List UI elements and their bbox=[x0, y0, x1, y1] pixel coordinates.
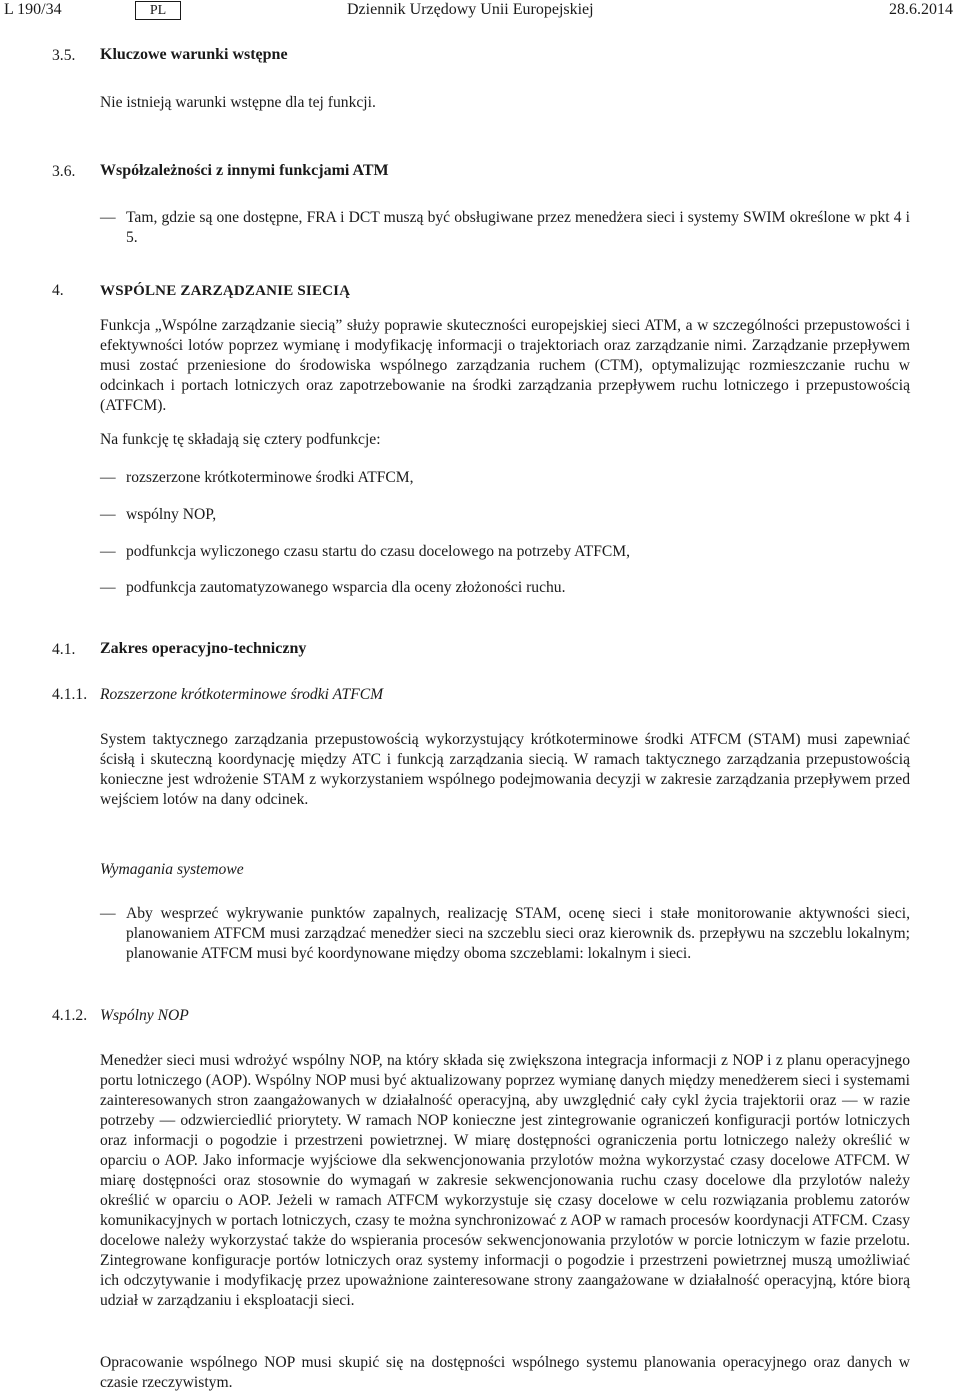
section-4-paragraph-2: Na funkcję tę składają się cztery podfunkcje: bbox=[100, 431, 381, 448]
section-4-1-1-number: 4.1.1. bbox=[52, 686, 88, 703]
section-4-1-2-paragraph-2: Opracowanie wspólnego NOP musi skupić się na dostępności wspólnego systemu planowania operacyjnego oraz danych w czasie rzeczywistym. bbox=[100, 1354, 910, 1391]
section-4-1-number: 4.1. bbox=[52, 641, 76, 658]
page-reference: L 190/34 bbox=[4, 1, 62, 18]
section-4-title: WSPÓLNE ZARZĄDZANIE SIECIĄ bbox=[100, 283, 351, 299]
section-4-1-2-number: 4.1.2. bbox=[52, 1007, 88, 1024]
page-header bbox=[0, 0, 960, 24]
section-4-1-1-paragraph: System taktycznego zarządzania przepustowością wykorzystujący krótkoterminowe środki ATFCM (STAM) musi zapewniać ścisłą i skuteczną koordynację między ATC i funkcją zarządzania siecią. W ramach taktycznego zarządzania przepustowością konieczne jest wdrożenie STAM z wykorzystaniem wspólnego podejmowania decyzji w zakresie zarządzania przepływem przed wejściem lotów na dany odcinek. bbox=[100, 731, 910, 808]
system-requirements-title: Wymagania systemowe bbox=[100, 861, 244, 878]
section-3-5-number: 3.5. bbox=[52, 47, 76, 64]
document-page: L 190/34 PL Dziennik Urzędowy Unii Europejskiej 28.6.2014 3.5. Kluczowe warunki wstępne Nie istnieją warunki wstępne dla tej funkcji. 3.6. Współzależności z innymi funkcjami ATM — Tam, gdzie są one dostępne, FRA i DCT muszą być obsługiwane przez menedżera sieci i systemy SWIM określone w pkt 4 i 5. 4. WSPÓLNE ZARZĄDZANIE SIECIĄ Funkcja „Wspólne zarządzanie siecią” służy poprawie skuteczności europejskiej sieci ATM, a w szczególności przepustowości i efektywności lotów poprzez wymianę i modyfikację informacji o trajektoriach oraz zarządzanie nimi. Zarządzanie przepływem musi zostać przeniesione do środowiska wspólnego zarządzania ruchem (CTM), optymalizując rozmieszczanie ruchu w odcinkach i portach lotniczych oraz zapotrzebowanie na środki zarządzania przepływem ruchu lotniczego i przepustowością (ATFCM). Na funkcję tę składają się cztery podfunkcje: — rozszerzone krótkoterminowe środki ATFCM, — wspólny NOP, — podfunkcja wyliczonego czasu startu do czasu docelowego na potrzeby ATFCM, — podfunkcja zautomatyzowanego wsparcia dla oceny złożoności ruchu. 4.1. Zakres operacyjno-techniczny 4.1.1. Rozszerzone krótkoterminowe środki ATFCM System taktycznego zarządzania przepustowością wykorzystujący krótkoterminowe środki ATFCM (STAM) musi zapewniać ścisłą i skuteczną koordynację między ATC i funkcją zarządzania siecią. W ramach taktycznego zarządzania przepustowością konieczne jest wdrożenie STAM z wykorzystaniem wspólnego podejmowania decyzji w zakresie zarządzania przepływem przed wejściem lotów na dany odcinek. Wymagania systemowe — Aby wesprzeć wykrywanie punktów zapalnych, realizację STAM, ocenę sieci i stałe monitorowanie aktywności sieci, planowaniem ATFCM musi zarządzać menedżer sieci na szczeblu sieci oraz kierownik ds. przepływu na szczeblu lokalnym; planowanie ATFCM musi być koordynowane między oboma szczeblami: lokalnym i sieci. 4.1.2. Wspólny NOP Menedżer sieci musi wdrożyć wspólny NOP, na który składa się zwiększona integracja informacji z NOP i z planu operacyjnego portu lotniczego (AOP). Wspólny NOP musi być aktualizowany poprzez wymianę danych między menedżerem sieci i systemami zainteresowanych stron zaangażowanych w działalność operacyjną, aby uwzględnić cały cykl życia trajektorii oraz — w razie potrzeby — odzwierciedlić priorytety. W ramach NOP konieczne jest zintegrowanie ograniczeń konfiguracji portów lotniczych oraz informacji o pogodzie i przestrzeni powietrznej. W miarę dostępności ograniczenia portu lotniczego należy określić w oparciu o AOP. Jako informacje wyjściowe dla sekwencjonowania przylotów można wykorzystać czasy docelowe ATFCM. W miarę dostępności oraz stosownie do wymagań w zakresie sekwencjonowania ruchu czasy docelowe dla przylotów należy określić w oparciu o AOP. Jeżeli w ramach ATFCM wykorzystuje się czasy docelowe w celu rozwiązania problemu zatorów komunikacyjnych w portach lotniczych, czasy te można synchronizować z AOP w ramach procesów koordynacji ATFCM. Czasy docelowe należy wykorzystać także do wspierania procesów sekwencjonowania przylotów w porcie lotniczym w fazie przelotu. Zintegrowane konfiguracje portów lotniczych oraz systemy informacji o pogodzie i przestrzeni powietrznej muszą umożliwiać ich odczytywanie i modyfikację przez upoważnione zainteresowane strony zaangażowane w działalność operacyjną, które biorą udział w zarządzaniu i eksploatacji sieci. Opracowanie wspólnego NOP musi skupić się na dostępności wspólnego systemu planowania operacyjnego oraz danych w czasie rzeczywistym. bbox=[0, 0, 960, 1393]
section-4-1-1-title: Rozszerzone krótkoterminowe środki ATFCM bbox=[100, 686, 384, 703]
section-4-1-2-title: Wspólny NOP bbox=[100, 1007, 189, 1024]
section-3-5-text: Nie istnieją warunki wstępne dla tej funkcji. bbox=[100, 94, 376, 111]
section-4-paragraph-1: Funkcja „Wspólne zarządzanie siecią” służy poprawie skuteczności europejskiej sieci ATM, a w szczególności przepustowości i efektywności lotów poprzez wymianę i modyfikację informacji o trajektoriach oraz zarządzanie nimi. Zarządzanie przepływem musi zostać przeniesione do środowiska wspólnego zarządzania ruchem (CTM), optymalizując rozmieszczanie ruchu w odcinkach i portach lotniczych oraz zapotrzebowanie na środki zarządzania przepływem ruchu lotniczego i przepustowością (ATFCM). bbox=[100, 317, 910, 414]
section-4-1-title: Zakres operacyjno-techniczny bbox=[100, 640, 307, 657]
publication-date: 28.6.2014 bbox=[889, 1, 953, 18]
section-4-1-2-paragraph-1: Menedżer sieci musi wdrożyć wspólny NOP, na który składa się zwiększona integracja informacji z NOP i z planu operacyjnego portu lotniczego (AOP). Wspólny NOP musi być aktualizowany poprzez wymianę danych między menedżerem sieci i systemami zainteresowanych stron zaangażowanych w działalność operacyjną, aby uwzględnić cały cykl życia trajektorii oraz — w razie potrzeby — odzwierciedlić priorytety. W ramach NOP konieczne jest zintegrowanie ograniczeń konfiguracji portów lotniczych oraz informacji o pogodzie i przestrzeni powietrznej. W miarę dostępności ograniczenia portu lotniczego należy określić w oparciu o AOP. Jako informacje wyjściowe dla sekwencjonowania przylotów można wykorzystać czasy docelowe ATFCM. W miarę dostępności oraz stosownie do wymagań w zakresie sekwencjonowania ruchu czasy docelowe dla przylotów należy określić w oparciu o AOP. Jeżeli w ramach ATFCM wykorzystuje się czasy docelowe w celu rozwiązania problemu zatorów komunikacyjnych w portach lotniczych, czasy te można synchronizować z AOP w ramach procesów koordynacji ATFCM. Czasy docelowe należy wykorzystać także do wspierania procesów sekwencjonowania przylotów w porcie lotniczym w fazie przelotu. Zintegrowane konfiguracje portów lotniczych oraz systemy informacji o pogodzie i przestrzeni powietrznej muszą umożliwiać ich odczytywanie i modyfikację przez upoważnione zainteresowane strony zaangażowane w działalność operacyjną, które biorą udział w zarządzaniu i eksploatacji sieci. bbox=[100, 1052, 910, 1309]
journal-title: Dziennik Urzędowy Unii Europejskiej bbox=[347, 1, 594, 18]
section-3-6-number: 3.6. bbox=[52, 163, 76, 180]
section-3-5-title: Kluczowe warunki wstępne bbox=[100, 46, 288, 63]
section-4-number: 4. bbox=[52, 282, 64, 299]
language-badge: PL bbox=[135, 1, 181, 20]
section-3-6-title: Współzależności z innymi funkcjami ATM bbox=[100, 162, 389, 179]
